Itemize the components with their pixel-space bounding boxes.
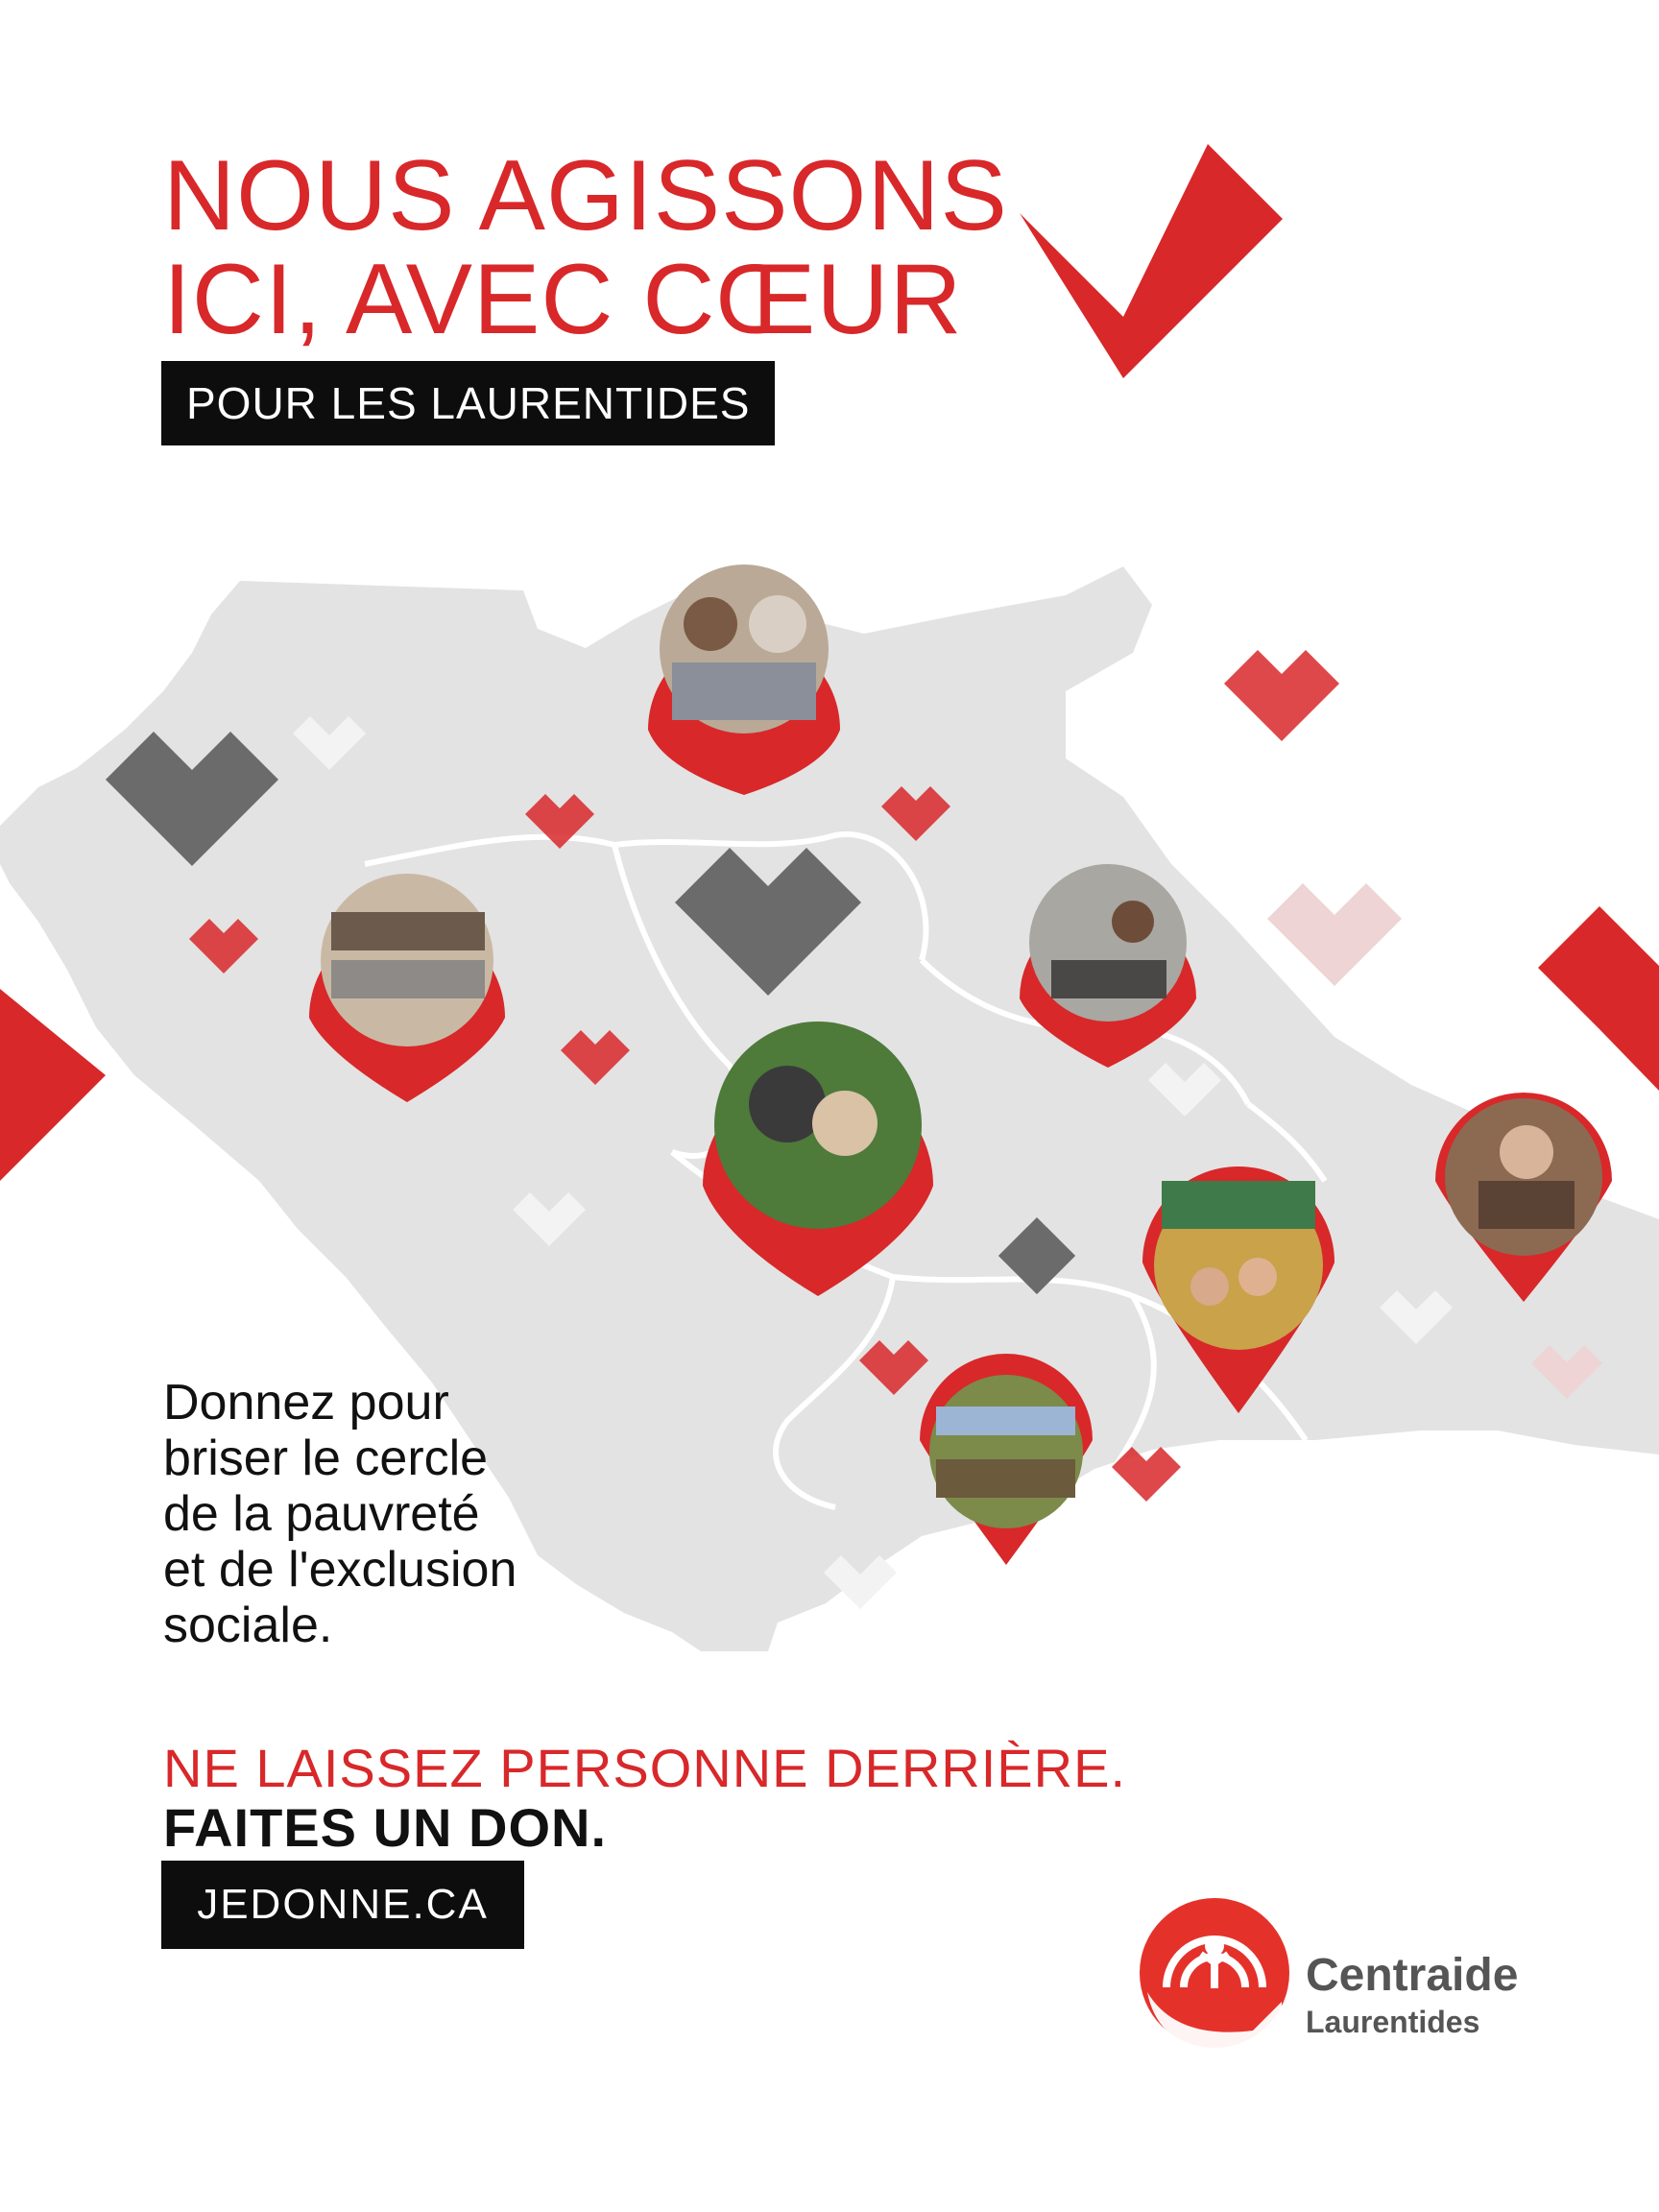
heart-icon <box>0 989 106 1181</box>
centraide-hand-logo-icon <box>1140 1898 1289 2052</box>
headline-line-1: NOUS AGISSONS <box>163 140 1008 252</box>
donation-url[interactable]: JEDONNE.CA <box>161 1861 524 1949</box>
tagline-badge: POUR LES LAURENTIDES <box>161 361 775 445</box>
heart-icon <box>1020 144 1283 378</box>
heart-icon <box>1538 906 1659 1091</box>
map-pin-icon <box>648 565 840 795</box>
cta-line-1: NE LAISSEZ PERSONNE DERRIÈRE. <box>163 1738 1127 1798</box>
logo-name: Centraide <box>1306 1950 1519 2001</box>
centraide-logo <box>1306 1949 1518 2041</box>
heart-icon <box>1267 883 1402 986</box>
headline <box>163 140 1008 355</box>
cta-line-2: FAITES UN DON. <box>163 1797 608 1858</box>
logo-region: Laurentides <box>1306 2005 1480 2039</box>
headline-line-2: ICI, AVEC CŒUR <box>163 244 963 355</box>
map-pin-icon <box>920 1354 1093 1565</box>
heart-icon <box>1224 650 1339 741</box>
body-text: Donnez pour briser le cercle de la pauvreté et de l'exclusion sociale. <box>163 1375 517 1653</box>
